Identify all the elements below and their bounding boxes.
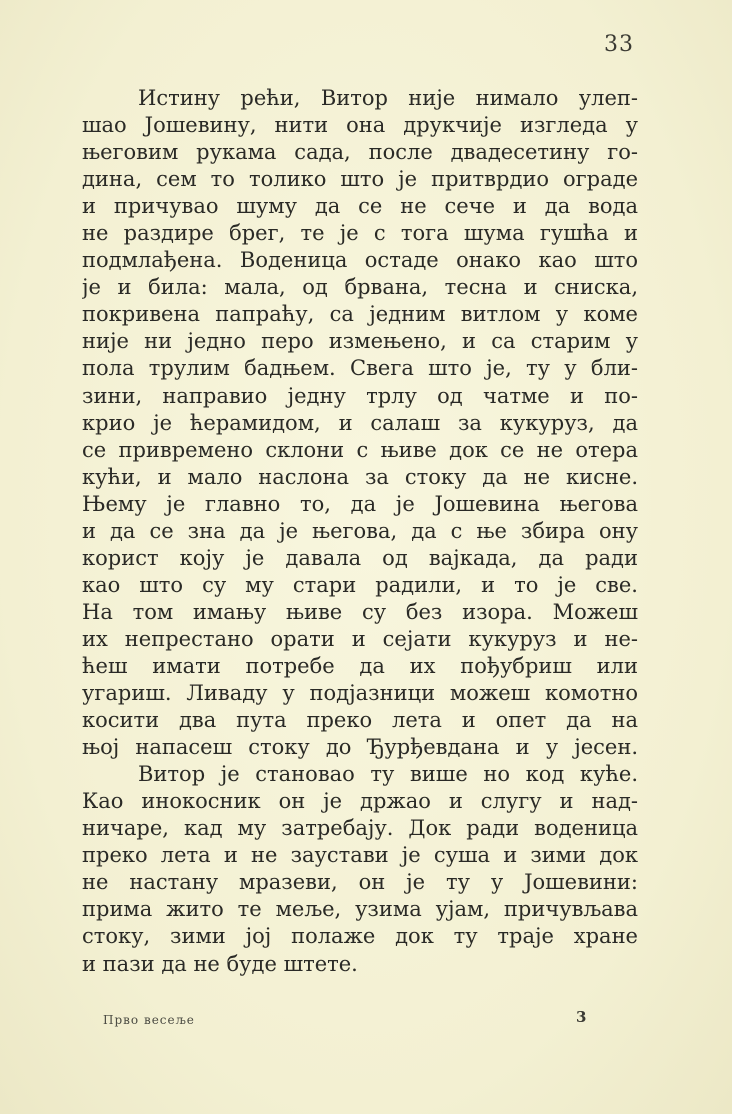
text-line: није ни једно перо измењено, и са старим у (82, 329, 638, 354)
text-line: и да се зна да је његова, да с ње збира ону (82, 518, 638, 543)
text-line: Витор је становао ту више но код куће. (138, 762, 638, 787)
body-text (82, 85, 638, 978)
text-line: дина, сем то толико што је притврдио ограде (82, 167, 638, 192)
text-line: Као инокосник он је држао и слугу и над- (82, 789, 638, 814)
text-line: шао Јошевину, нити она друкчије изгледа у (82, 113, 638, 138)
text-line: корист коју је давала од вајкада, да ради (82, 545, 638, 570)
text-line: их непрестано орати и сејати кукуруз и не- (82, 626, 638, 651)
text-line: и пази да не буде штете. (82, 951, 358, 976)
text-line: преко лета и не заустави је суша и зими док (82, 843, 638, 868)
text-line: стоку, зими јој полаже док ту траје хране (82, 924, 638, 949)
text-line: прима жито те меље, узима ујам, причувљава (82, 897, 638, 922)
text-line: подмлађена. Воденица остаде онако као што (82, 248, 638, 273)
text-line: покривена папраћу, са једним витлом у коме (82, 302, 638, 327)
text-line: његовим рукама сада, после двадесетину го- (82, 140, 638, 165)
text-line: не раздире брег, те је с тога шума гушћа и (82, 221, 638, 246)
footer-book-title: Прво весеље (103, 1013, 195, 1027)
text-line: ничаре, кад му затребају. Док ради воденица (82, 816, 638, 841)
text-line: се привремено склони с њиве док се не отера (82, 437, 638, 462)
text-line: Истину рећи, Витор није нимало улеп- (138, 86, 638, 110)
text-line: је и била: мала, од брвана, тесна и сниска, (82, 275, 638, 300)
text-line: зини, направио једну трлу од чатме и по- (82, 383, 638, 408)
text-line: и пpичувао шуму да се не сече и да вода (82, 194, 638, 219)
text-line: Њему је главно то, да је Јошевина његова (82, 491, 638, 516)
text-line: крио је ћерамидом, и салаш за кукуруз, да (82, 410, 638, 435)
text-line: На том имању њиве су без изора. Можеш (82, 599, 638, 624)
text-line: угариш. Ливаду у подјазници можеш комотно (82, 681, 638, 706)
text-line: као што су му стари радили, и то је све. (82, 572, 638, 597)
signature-mark: 3 (576, 1008, 587, 1026)
text-line: њој напасеш стоку до Ђурђевдана и у јесен. (82, 735, 638, 760)
text-line: косити два пута преко лета и опет да на (82, 708, 638, 733)
text-line: ћеш имати потребе да их пођубриш или (82, 653, 638, 678)
page-number: 33 (604, 32, 634, 57)
text-line: пола трулим бадњем. Свега што је, ту у бли- (82, 356, 638, 381)
text-line: не настану мразеви, он је ту у Јошевини: (82, 870, 638, 895)
text-line: кући, и мало наслона за стоку да не кисне. (82, 464, 638, 489)
